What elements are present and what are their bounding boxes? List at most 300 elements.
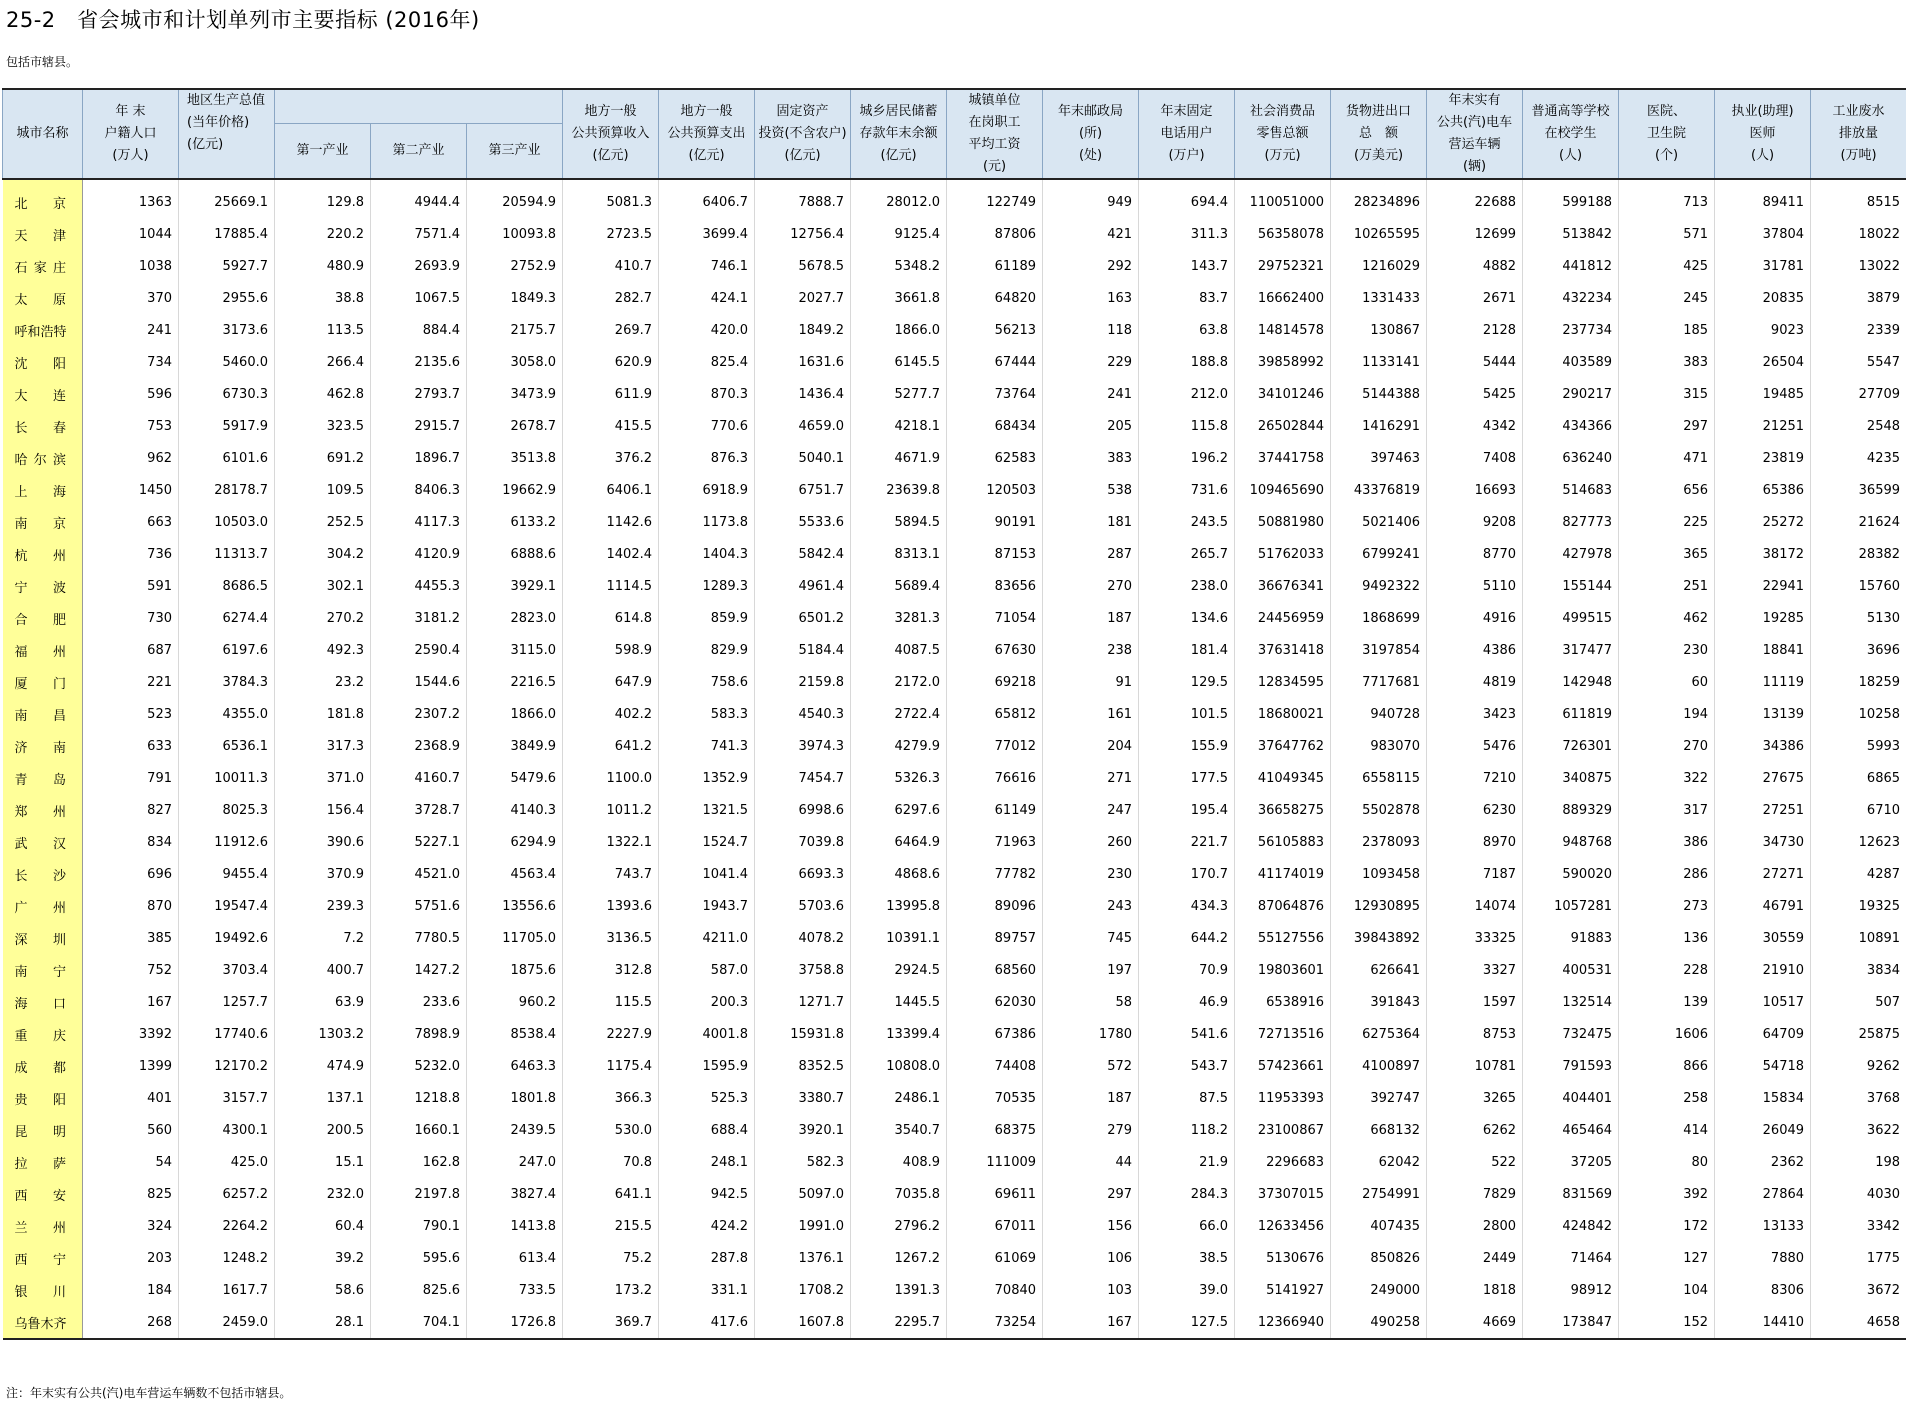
value-cell: 6262 — [1427, 1114, 1523, 1146]
value-cell: 118 — [1043, 314, 1139, 346]
value-cell: 410.7 — [563, 250, 659, 282]
value-cell: 10891 — [1811, 922, 1906, 954]
value-cell: 13399.4 — [851, 1018, 947, 1050]
value-cell: 65812 — [947, 698, 1043, 730]
value-cell: 663 — [83, 506, 179, 538]
value-cell: 870 — [83, 890, 179, 922]
value-cell: 2368.9 — [371, 730, 467, 762]
value-cell: 14074 — [1427, 890, 1523, 922]
value-cell: 5040.1 — [755, 442, 851, 474]
value-cell: 1617.7 — [179, 1274, 275, 1306]
value-cell: 4342 — [1427, 410, 1523, 442]
value-cell: 726301 — [1523, 730, 1619, 762]
value-cell: 173.2 — [563, 1274, 659, 1306]
value-cell: 297 — [1619, 410, 1715, 442]
value-cell: 292 — [1043, 250, 1139, 282]
value-cell: 87806 — [947, 218, 1043, 250]
value-cell: 5533.6 — [755, 506, 851, 538]
value-cell: 198 — [1811, 1146, 1906, 1178]
value-cell: 67386 — [947, 1018, 1043, 1050]
value-cell: 656 — [1619, 474, 1715, 506]
city-name-cell: 杭 州 — [3, 538, 83, 570]
header-bus: 年末实有 公共(汽)电车 营运车辆 (辆) — [1427, 89, 1523, 179]
value-cell: 514683 — [1523, 474, 1619, 506]
value-cell: 1450 — [83, 474, 179, 506]
value-cell: 130867 — [1331, 314, 1427, 346]
value-cell: 1896.7 — [371, 442, 467, 474]
value-cell: 829.9 — [659, 634, 755, 666]
value-cell: 507 — [1811, 986, 1906, 1018]
value-cell: 36658275 — [1235, 794, 1331, 826]
value-cell: 98912 — [1523, 1274, 1619, 1306]
value-cell: 129.5 — [1139, 666, 1235, 698]
value-cell: 54718 — [1715, 1050, 1811, 1082]
value-cell: 3758.8 — [755, 954, 851, 986]
value-cell: 732475 — [1523, 1018, 1619, 1050]
value-cell: 46.9 — [1139, 986, 1235, 1018]
value-cell: 66.0 — [1139, 1210, 1235, 1242]
table-footnote: 注：年末实有公共(汽)电车营运车辆数不包括市辖县。 — [6, 1386, 292, 1400]
value-cell: 408.9 — [851, 1146, 947, 1178]
value-cell: 1352.9 — [659, 762, 755, 794]
value-cell: 1780 — [1043, 1018, 1139, 1050]
value-cell: 5547 — [1811, 346, 1906, 378]
value-cell: 4218.1 — [851, 410, 947, 442]
header-hospitals: 医院、 卫生院 (个) — [1619, 89, 1715, 179]
value-cell: 11119 — [1715, 666, 1811, 698]
value-cell: 4819 — [1427, 666, 1523, 698]
value-cell: 8538.4 — [467, 1018, 563, 1050]
value-cell: 43376819 — [1331, 474, 1427, 506]
value-cell: 962 — [83, 442, 179, 474]
value-cell: 3974.3 — [755, 730, 851, 762]
value-cell: 60 — [1619, 666, 1715, 698]
value-cell: 37804 — [1715, 218, 1811, 250]
value-cell: 730 — [83, 602, 179, 634]
value-cell: 4235 — [1811, 442, 1906, 474]
value-cell: 1271.7 — [755, 986, 851, 1018]
value-cell: 89096 — [947, 890, 1043, 922]
value-cell: 196.2 — [1139, 442, 1235, 474]
value-cell: 172 — [1619, 1210, 1715, 1242]
value-cell: 111009 — [947, 1146, 1043, 1178]
city-name-cell: 郑 州 — [3, 794, 83, 826]
value-cell: 6230 — [1427, 794, 1523, 826]
value-cell: 641.1 — [563, 1178, 659, 1210]
header-city: 城市名称 — [3, 89, 83, 179]
value-cell: 61149 — [947, 794, 1043, 826]
value-cell: 36676341 — [1235, 570, 1331, 602]
value-cell: 3513.8 — [467, 442, 563, 474]
value-cell: 590020 — [1523, 858, 1619, 890]
value-cell: 70840 — [947, 1274, 1043, 1306]
value-cell: 22941 — [1715, 570, 1811, 602]
value-cell: 70535 — [947, 1082, 1043, 1114]
value-cell: 400531 — [1523, 954, 1619, 986]
value-cell: 76616 — [947, 762, 1043, 794]
value-cell: 258 — [1619, 1082, 1715, 1114]
value-cell: 39.0 — [1139, 1274, 1235, 1306]
value-cell: 3473.9 — [467, 378, 563, 410]
value-cell: 17885.4 — [179, 218, 275, 250]
value-cell: 365 — [1619, 538, 1715, 570]
city-name-cell: 宁 波 — [3, 570, 83, 602]
value-cell: 415.5 — [563, 410, 659, 442]
value-cell: 1216029 — [1331, 250, 1427, 282]
header-secondary: 第二产业 — [371, 123, 467, 179]
value-cell: 71054 — [947, 602, 1043, 634]
value-cell: 3784.3 — [179, 666, 275, 698]
value-cell: 31781 — [1715, 250, 1811, 282]
value-cell: 8753 — [1427, 1018, 1523, 1050]
value-cell: 4120.9 — [371, 538, 467, 570]
value-cell: 7829 — [1427, 1178, 1523, 1210]
value-cell: 50881980 — [1235, 506, 1331, 538]
value-cell: 9492322 — [1331, 570, 1427, 602]
value-cell: 212.0 — [1139, 378, 1235, 410]
value-cell: 2754991 — [1331, 1178, 1427, 1210]
value-cell: 10781 — [1427, 1050, 1523, 1082]
value-cell: 4001.8 — [659, 1018, 755, 1050]
value-cell: 74408 — [947, 1050, 1043, 1082]
header-students: 普通高等学校 在校学生 (人) — [1523, 89, 1619, 179]
value-cell: 215.5 — [563, 1210, 659, 1242]
city-name-cell: 南 京 — [3, 506, 83, 538]
value-cell: 417.6 — [659, 1306, 755, 1339]
value-cell: 238 — [1043, 634, 1139, 666]
value-cell: 2548 — [1811, 410, 1906, 442]
value-cell: 273 — [1619, 890, 1715, 922]
value-cell: 369.7 — [563, 1306, 659, 1339]
value-cell: 733.5 — [467, 1274, 563, 1306]
value-cell: 67630 — [947, 634, 1043, 666]
value-cell: 3622 — [1811, 1114, 1906, 1146]
value-cell: 462.8 — [275, 378, 371, 410]
value-cell: 633 — [83, 730, 179, 762]
value-cell: 687 — [83, 634, 179, 666]
value-cell: 2752.9 — [467, 250, 563, 282]
value-cell: 1057281 — [1523, 890, 1619, 922]
value-cell: 5751.6 — [371, 890, 467, 922]
value-cell: 14814578 — [1235, 314, 1331, 346]
value-cell: 41174019 — [1235, 858, 1331, 890]
value-cell: 28178.7 — [179, 474, 275, 506]
value-cell: 5917.9 — [179, 410, 275, 442]
value-cell: 791593 — [1523, 1050, 1619, 1082]
value-cell: 87153 — [947, 538, 1043, 570]
value-cell: 142948 — [1523, 666, 1619, 698]
table-row — [3, 826, 1906, 858]
value-cell: 56213 — [947, 314, 1043, 346]
value-cell: 7898.9 — [371, 1018, 467, 1050]
value-cell: 39.2 — [275, 1242, 371, 1274]
value-cell: 6799241 — [1331, 538, 1427, 570]
value-cell: 480.9 — [275, 250, 371, 282]
value-cell: 4916 — [1427, 602, 1523, 634]
value-cell: 37647762 — [1235, 730, 1331, 762]
header-trade: 货物进出口 总 额 (万美元) — [1331, 89, 1427, 179]
value-cell: 2459.0 — [179, 1306, 275, 1339]
value-cell: 324 — [83, 1210, 179, 1242]
value-cell: 5227.1 — [371, 826, 467, 858]
value-cell: 6257.2 — [179, 1178, 275, 1210]
value-cell: 1416291 — [1331, 410, 1427, 442]
value-cell: 2264.2 — [179, 1210, 275, 1242]
value-cell: 425.0 — [179, 1146, 275, 1178]
value-cell: 7571.4 — [371, 218, 467, 250]
value-cell: 6197.6 — [179, 634, 275, 666]
table-row — [3, 954, 1906, 986]
value-cell: 110051000 — [1235, 179, 1331, 218]
value-cell: 2307.2 — [371, 698, 467, 730]
value-cell: 4868.6 — [851, 858, 947, 890]
value-cell: 5130676 — [1235, 1242, 1331, 1274]
value-cell: 137.1 — [275, 1082, 371, 1114]
value-cell: 6294.9 — [467, 826, 563, 858]
value-cell: 18022 — [1811, 218, 1906, 250]
value-cell: 1607.8 — [755, 1306, 851, 1339]
value-cell: 3181.2 — [371, 602, 467, 634]
value-cell: 8025.3 — [179, 794, 275, 826]
value-cell: 6145.5 — [851, 346, 947, 378]
value-cell: 243 — [1043, 890, 1139, 922]
value-cell: 249000 — [1331, 1274, 1427, 1306]
value-cell: 10503.0 — [179, 506, 275, 538]
value-cell: 6501.2 — [755, 602, 851, 634]
value-cell: 10517 — [1715, 986, 1811, 1018]
value-cell: 170.7 — [1139, 858, 1235, 890]
value-cell: 6101.6 — [179, 442, 275, 474]
value-cell: 595.6 — [371, 1242, 467, 1274]
value-cell: 266.4 — [275, 346, 371, 378]
value-cell: 513842 — [1523, 218, 1619, 250]
value-cell: 70.8 — [563, 1146, 659, 1178]
value-cell: 17740.6 — [179, 1018, 275, 1050]
value-cell: 10258 — [1811, 698, 1906, 730]
value-cell: 28382 — [1811, 538, 1906, 570]
value-cell: 4540.3 — [755, 698, 851, 730]
value-cell: 2159.8 — [755, 666, 851, 698]
value-cell: 19285 — [1715, 602, 1811, 634]
value-cell: 9208 — [1427, 506, 1523, 538]
value-cell: 68560 — [947, 954, 1043, 986]
value-cell: 270 — [1619, 730, 1715, 762]
value-cell: 155.9 — [1139, 730, 1235, 762]
value-cell: 5326.3 — [851, 762, 947, 794]
value-cell: 143.7 — [1139, 250, 1235, 282]
value-cell: 69611 — [947, 1178, 1043, 1210]
value-cell: 1866.0 — [467, 698, 563, 730]
value-cell: 67011 — [947, 1210, 1043, 1242]
value-cell: 12930895 — [1331, 890, 1427, 922]
value-cell: 91883 — [1523, 922, 1619, 954]
city-name-cell: 南 宁 — [3, 954, 83, 986]
value-cell: 28.1 — [275, 1306, 371, 1339]
value-cell: 15931.8 — [755, 1018, 851, 1050]
value-cell: 383 — [1619, 346, 1715, 378]
value-cell: 34730 — [1715, 826, 1811, 858]
value-cell: 19325 — [1811, 890, 1906, 922]
value-cell: 1257.7 — [179, 986, 275, 1018]
value-cell: 104 — [1619, 1274, 1715, 1306]
city-name-cell: 深 圳 — [3, 922, 83, 954]
value-cell: 139 — [1619, 986, 1715, 1018]
value-cell: 11953393 — [1235, 1082, 1331, 1114]
table-row — [3, 794, 1906, 826]
table-row — [3, 1306, 1906, 1339]
header-primary: 第一产业 — [275, 123, 371, 179]
value-cell: 790.1 — [371, 1210, 467, 1242]
value-cell: 51762033 — [1235, 538, 1331, 570]
value-cell: 195.4 — [1139, 794, 1235, 826]
value-cell: 71963 — [947, 826, 1043, 858]
value-cell: 194 — [1619, 698, 1715, 730]
value-cell: 2449 — [1427, 1242, 1523, 1274]
value-cell: 8313.1 — [851, 538, 947, 570]
value-cell: 44 — [1043, 1146, 1139, 1178]
value-cell: 156 — [1043, 1210, 1139, 1242]
value-cell: 70.9 — [1139, 954, 1235, 986]
value-cell: 14410 — [1715, 1306, 1811, 1339]
value-cell: 5110 — [1427, 570, 1523, 602]
value-cell: 392 — [1619, 1178, 1715, 1210]
value-cell: 28234896 — [1331, 179, 1427, 218]
value-cell: 2723.5 — [563, 218, 659, 250]
value-cell: 5476 — [1427, 730, 1523, 762]
value-cell: 21910 — [1715, 954, 1811, 986]
value-cell: 490258 — [1331, 1306, 1427, 1339]
value-cell: 1363 — [83, 179, 179, 218]
value-cell: 713 — [1619, 179, 1715, 218]
value-cell: 12623 — [1811, 826, 1906, 858]
value-cell: 181.4 — [1139, 634, 1235, 666]
value-cell: 1142.6 — [563, 506, 659, 538]
value-cell: 269.7 — [563, 314, 659, 346]
value-cell: 8515 — [1811, 179, 1906, 218]
table-title: 25-2 省会城市和计划单列市主要指标 (2016年) — [6, 8, 480, 32]
table-row — [3, 858, 1906, 890]
value-cell: 89757 — [947, 922, 1043, 954]
value-cell: 22688 — [1427, 179, 1523, 218]
value-cell: 4287 — [1811, 858, 1906, 890]
value-cell: 1093458 — [1331, 858, 1427, 890]
value-cell: 297 — [1043, 1178, 1139, 1210]
value-cell: 243.5 — [1139, 506, 1235, 538]
city-name-cell: 海 口 — [3, 986, 83, 1018]
value-cell: 1427.2 — [371, 954, 467, 986]
city-name-cell: 广 州 — [3, 890, 83, 922]
value-cell: 7880 — [1715, 1242, 1811, 1274]
value-cell: 4355.0 — [179, 698, 275, 730]
value-cell: 3672 — [1811, 1274, 1906, 1306]
value-cell: 4300.1 — [179, 1114, 275, 1146]
value-cell: 1218.8 — [371, 1082, 467, 1114]
value-cell: 6558115 — [1331, 762, 1427, 794]
value-cell: 3115.0 — [467, 634, 563, 666]
value-cell: 370 — [83, 282, 179, 314]
value-cell: 8686.5 — [179, 570, 275, 602]
city-name-cell: 厦 门 — [3, 666, 83, 698]
value-cell: 825 — [83, 1178, 179, 1210]
value-cell: 6406.7 — [659, 179, 755, 218]
value-cell: 62583 — [947, 442, 1043, 474]
value-cell: 71464 — [1523, 1242, 1619, 1274]
value-cell: 474.9 — [275, 1050, 371, 1082]
value-cell: 317 — [1619, 794, 1715, 826]
value-cell: 2378093 — [1331, 826, 1427, 858]
header-population: 年 末 户籍人口 (万人) — [83, 89, 179, 179]
value-cell: 26049 — [1715, 1114, 1811, 1146]
value-cell: 221.7 — [1139, 826, 1235, 858]
value-cell: 6998.6 — [755, 794, 851, 826]
header-wastewater: 工业废水 排放量 (万吨) — [1811, 89, 1906, 179]
value-cell: 6730.3 — [179, 378, 275, 410]
value-cell: 200.5 — [275, 1114, 371, 1146]
value-cell: 7035.8 — [851, 1178, 947, 1210]
value-cell: 109.5 — [275, 474, 371, 506]
value-cell: 1114.5 — [563, 570, 659, 602]
value-cell: 591 — [83, 570, 179, 602]
value-cell: 302.1 — [275, 570, 371, 602]
value-cell: 286 — [1619, 858, 1715, 890]
value-cell: 6297.6 — [851, 794, 947, 826]
value-cell: 752 — [83, 954, 179, 986]
value-cell: 5842.4 — [755, 538, 851, 570]
value-cell: 1606 — [1619, 1018, 1715, 1050]
value-cell: 16693 — [1427, 474, 1523, 506]
value-cell: 34101246 — [1235, 378, 1331, 410]
value-cell: 5144388 — [1331, 378, 1427, 410]
value-cell: 55127556 — [1235, 922, 1331, 954]
value-cell: 1413.8 — [467, 1210, 563, 1242]
city-name-cell: 北 京 — [3, 179, 83, 218]
value-cell: 18841 — [1715, 634, 1811, 666]
value-cell: 401 — [83, 1082, 179, 1114]
value-cell: 12366940 — [1235, 1306, 1331, 1339]
value-cell: 270.2 — [275, 602, 371, 634]
header-expenditure: 地方一般 公共预算支出 (亿元) — [659, 89, 755, 179]
value-cell: 424.2 — [659, 1210, 755, 1242]
city-name-cell: 天 津 — [3, 218, 83, 250]
value-cell: 538 — [1043, 474, 1139, 506]
value-cell: 115.8 — [1139, 410, 1235, 442]
table-row — [3, 442, 1906, 474]
value-cell: 5097.0 — [755, 1178, 851, 1210]
table-body — [3, 179, 1906, 1339]
value-cell: 376.2 — [563, 442, 659, 474]
value-cell: 27271 — [1715, 858, 1811, 890]
value-cell: 587.0 — [659, 954, 755, 986]
value-cell: 2722.4 — [851, 698, 947, 730]
table-subnote: 包括市辖县。 — [6, 55, 79, 69]
value-cell: 315 — [1619, 378, 1715, 410]
value-cell: 758.6 — [659, 666, 755, 698]
value-cell: 238.0 — [1139, 570, 1235, 602]
table-row — [3, 1210, 1906, 1242]
value-cell: 181.8 — [275, 698, 371, 730]
table-row — [3, 890, 1906, 922]
value-cell: 1041.4 — [659, 858, 755, 890]
value-cell: 1875.6 — [467, 954, 563, 986]
value-cell: 37631418 — [1235, 634, 1331, 666]
value-cell: 404401 — [1523, 1082, 1619, 1114]
value-cell: 271 — [1043, 762, 1139, 794]
value-cell: 89411 — [1715, 179, 1811, 218]
value-cell: 311.3 — [1139, 218, 1235, 250]
value-cell: 876.3 — [659, 442, 755, 474]
value-cell: 129.8 — [275, 179, 371, 218]
value-cell: 5277.7 — [851, 378, 947, 410]
